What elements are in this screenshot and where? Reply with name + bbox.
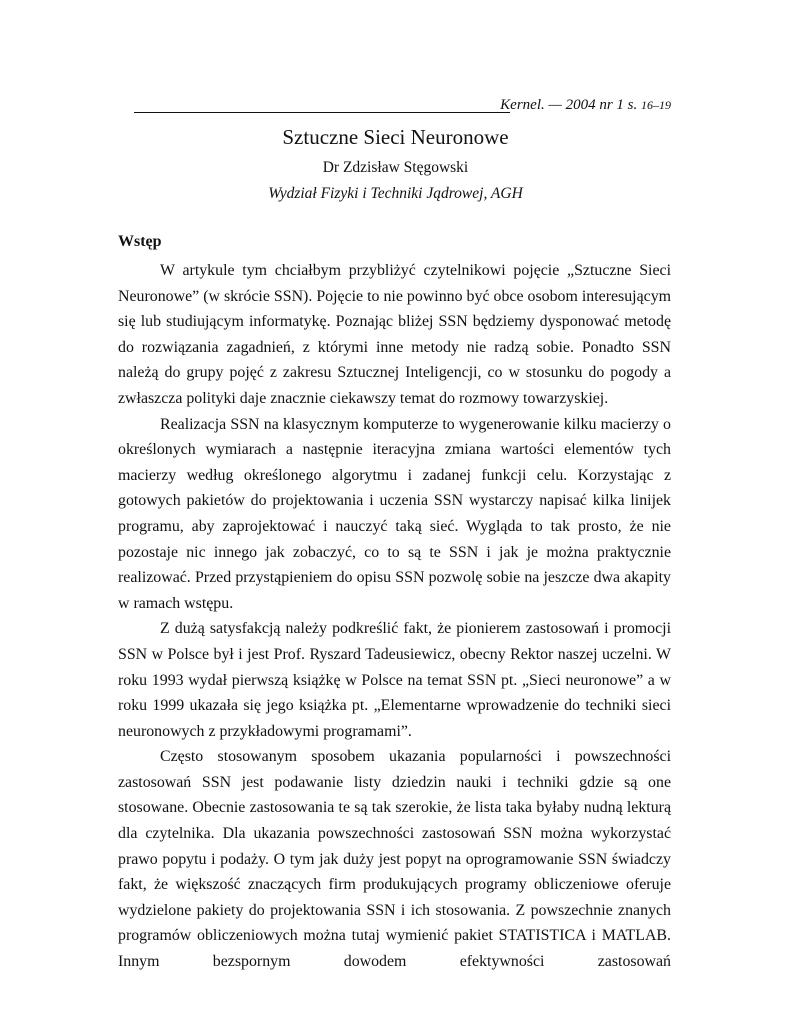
paragraph-1: W artykule tym chciałbym przybliżyć czytelnikowi pojęcie „Sztuczne Sieci Neuronowe” (w skrócie SSN). Pojęcie to nie powinno być obce osobom interesującym się lub studiującym informatykę. Poznając bliżej SSN będziemy dysponować metodę do rozwiązania zagadnień, z którymi inne metody nie radzą sobie. Ponadto SSN należą do grupy pojęć z zakresu Sztucznej Inteligencji, co w stosunku do pogody a zwłaszcza polityki daje znacznie ciekawszy temat do rozmowy towarzyskiej.: [118, 262, 671, 407]
journal-citation: Kernel. — 2004 nr 1 s.: [500, 97, 638, 113]
paragraph-4: Często stosowanym sposobem ukazania popularności i powszechności zastosowań SSN jest podawanie listy dziedzin nauki i techniki gdzie są one stosowane. Obecnie zastosowania te są tak szerokie, że lista taka byłaby nudną lekturą dla czytelnika. Dla ukazania powszechności zastosowań SSN można wykorzystać prawo popytu i podaży. O tym jak duży jest popyt na oprogramowanie SSN świadczy fakt, że większość znaczących firm produkujących programy obliczeniowe oferuje wydzielone pakiety do projektowania SSN i ich stosowania. Z powszechnie znanych programów obliczeniowych można tutaj wymienić pakiet STATISTICA i MATLAB. Innym bezspornym dowodem efektywności zastosowań: [118, 748, 671, 971]
section-heading: Wstęp: [118, 233, 162, 250]
author-affiliation: Wydział Fizyki i Techniki Jądrowej, AGH: [268, 185, 523, 202]
running-header: [134, 97, 671, 115]
author-name: Dr Zdzisław Stęgowski: [322, 159, 469, 176]
header-rule: [134, 112, 510, 113]
article-body: [118, 258, 671, 975]
paragraph-2: Realizacja SSN na klasycznym komputerze to wygenerowanie kilku macierzy o określonych wymiarach a następnie iteracyjna zmiana wartości elementów tych macierzy według określonego algorytmu i zadanej funkcji celu. Korzystając z gotowych pakietów do projektowania i uczenia SSN wystarczy napisać kilka linijek programu, aby zaprojektować i nauczyć taką sieć. Wygląda to tak prosto, że nie pozostaje nic innego jak zobaczyć, co to są te SSN i jak je można praktycznie realizować. Przed przystąpieniem do opisu SSN pozwolę sobie na jeszcze dwa akapity w ramach wstępu.: [118, 415, 671, 612]
journal-reference: [500, 97, 671, 114]
page-range: 16–19: [641, 98, 671, 112]
article-title: Sztuczne Sieci Neuronowe: [282, 125, 509, 149]
paragraph-3: Z dużą satysfakcją należy podkreślić fakt, że pionierem zastosowań i promocji SSN w Polsce był i jest Prof. Ryszard Tadeusiewicz, obecny Rektor naszej uczelni. W roku 1993 wydał pierwszą książkę w Polsce na temat SSN pt. „Sieci neuronowe” a w roku 1999 ukazała się jego książka pt. „Elementarne wprowadzenie do techniki sieci neuronowych z przykładowymi programami”.: [118, 620, 671, 740]
